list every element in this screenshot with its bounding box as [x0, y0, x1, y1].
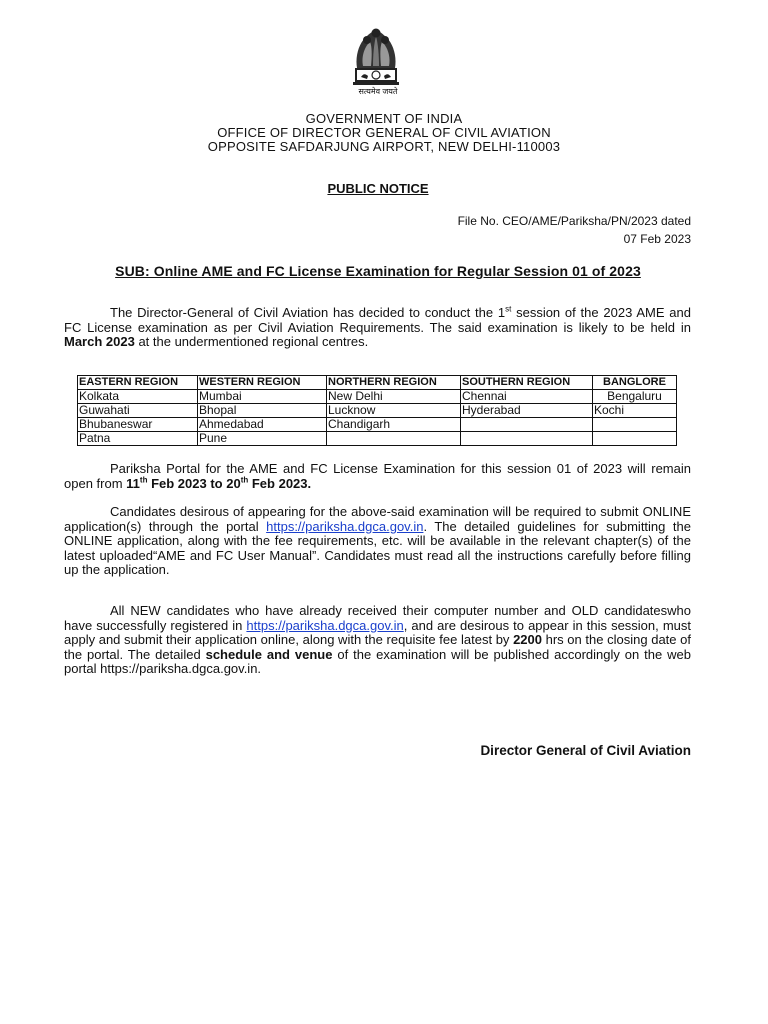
- header-address: OPPOSITE SAFDARJUNG AIRPORT, NEW DELHI-110003: [207, 139, 561, 154]
- table-cell: [327, 432, 461, 446]
- candidates-text-1: All NEW candidates who have already received their computer number and OLD candidateswho have successfully registered in: [64, 603, 691, 633]
- intro-paragraph: [64, 306, 691, 350]
- date-range-text: Feb 2023 to 20: [147, 475, 241, 491]
- portal-dates-paragraph: [64, 462, 691, 491]
- schedule-venue: schedule and venue: [205, 646, 333, 662]
- table-cell: Bhopal: [198, 404, 327, 418]
- table-cell: Guwahati: [78, 404, 198, 418]
- exam-month: March 2023: [64, 334, 135, 350]
- table-cell: Chandigarh: [327, 418, 461, 432]
- emblem-motto: सत्यमेव जयते: [358, 87, 398, 96]
- candidates-text-4: of the examination will be published accordingly on the web portal https://pariksha.dgca.gov.in.: [64, 646, 692, 677]
- candidates-paragraph: [64, 604, 691, 677]
- date-start-day: 11: [126, 475, 140, 491]
- regional-centres-table: [77, 375, 677, 446]
- table-cell: Chennai: [461, 390, 593, 404]
- notice-title: PUBLIC NOTICE: [327, 181, 429, 196]
- table-cell: Patna: [78, 432, 198, 446]
- application-paragraph: [64, 505, 691, 578]
- table-cell: Kolkata: [78, 390, 198, 404]
- column-header: NORTHERN REGION: [327, 376, 461, 390]
- pariksha-portal-link[interactable]: https://pariksha.dgca.gov.in: [246, 617, 404, 633]
- subject-line: SUB: Online AME and FC License Examination for Regular Session 01 of 2023: [115, 263, 641, 279]
- intro-text-1: The Director-General of Civil Aviation has decided to conduct the 1: [110, 305, 506, 320]
- table-cell: Ahmedabad: [198, 418, 327, 432]
- intro-text-3: at the undermentioned regional centres.: [134, 334, 369, 350]
- table-row: [78, 390, 677, 404]
- pariksha-portal-link[interactable]: https://pariksha.dgca.gov.in: [266, 518, 424, 534]
- header-government: GOVERNMENT OF INDIA: [305, 111, 463, 126]
- table-row: [78, 432, 677, 446]
- intro-sup: st: [505, 304, 512, 314]
- deadline-time: 2200: [513, 632, 542, 648]
- date-end-text: Feb 2023.: [248, 475, 312, 491]
- table-cell: Mumbai: [198, 390, 327, 404]
- table-cell: New Delhi: [327, 390, 461, 404]
- file-number: File No. CEO/AME/Pariksha/PN/2023 dated: [457, 214, 691, 228]
- table-cell: Pune: [198, 432, 327, 446]
- portal-text: Pariksha Portal for the AME and FC License Examination for this session 01 of 2023 will remain open from: [64, 461, 691, 491]
- column-header: EASTERN REGION: [78, 376, 198, 390]
- candidates-text-2: , and are desirous to appear in this session, must apply and submit their application online, along with the requisite fee latest by: [64, 617, 691, 648]
- table-row: [78, 418, 677, 432]
- date-sup: th: [139, 475, 148, 485]
- application-text-2: . The detailed guidelines for submitting the ONLINE application, along with the fee requirements, etc. will be available in the relevant chapter(s) of the latest uploaded“AME and FC User Manual”. Candidates must read all the instructions carefully before filling up the application.: [64, 518, 691, 578]
- date-sup: th: [240, 475, 249, 485]
- table-header-row: [78, 376, 677, 390]
- table-cell: Lucknow: [327, 404, 461, 418]
- signature-block: Director General of Civil Aviation: [480, 743, 691, 758]
- file-date: 07 Feb 2023: [623, 232, 691, 246]
- table-cell: [461, 432, 593, 446]
- table-cell: Hyderabad: [461, 404, 593, 418]
- table-cell: Kochi: [593, 404, 677, 418]
- table-cell: [461, 418, 593, 432]
- intro-text-2: session of the 2023 AME and FC License examination as per Civil Aviation Requirements. The said examination is likely to be held in: [64, 305, 691, 335]
- portal-dates: [126, 476, 311, 491]
- column-header: WESTERN REGION: [198, 376, 327, 390]
- candidates-text-3: hrs on the closing date of the portal. The detailed: [64, 632, 691, 662]
- table-cell: [593, 418, 677, 432]
- column-header: SOUTHERN REGION: [461, 376, 593, 390]
- header-office: OFFICE OF DIRECTOR GENERAL OF CIVIL AVIATION: [217, 125, 551, 140]
- table-cell: Bhubaneswar: [78, 418, 198, 432]
- table-row: [78, 404, 677, 418]
- column-header: BANGLORE: [593, 376, 677, 390]
- table-cell: [593, 432, 677, 446]
- table-cell: Bengaluru: [593, 390, 677, 404]
- application-text-1: Candidates desirous of appearing for the above-said examination will be required to submit ONLINE application(s) through the portal: [64, 504, 691, 534]
